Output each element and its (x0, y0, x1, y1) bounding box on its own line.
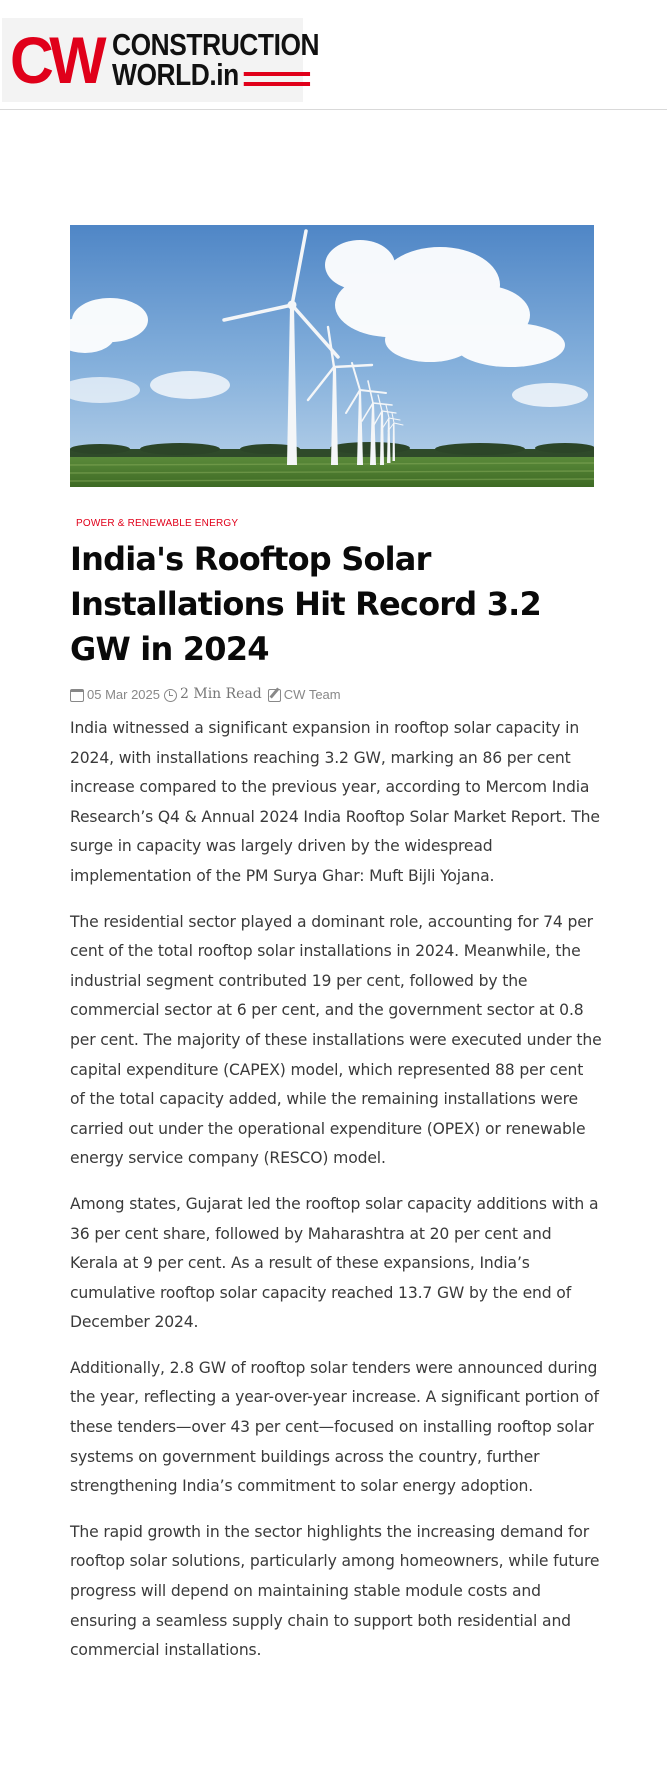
edit-icon (268, 689, 281, 702)
article-paragraph: Among states, Gujarat led the rooftop solar capacity additions with a 36 per cent share, followed by Maharashtra at 20 per cent and Kerala at 9 per cent. As a result of these expansions, India’s cumulative rooftop solar capacity reached 13.7 GW by the end of December 2024. (70, 1194, 599, 1332)
logo-line-1: CONSTRUCTION (111, 27, 320, 62)
logo-mark: CW (10, 23, 102, 97)
article-meta (70, 686, 341, 702)
article-paragraph: Additionally, 2.8 GW of rooftop solar tenders were announced during the year, reflecting a year-over-year increase. A significant portion of these tenders—over 43 per cent—focused on installing rooftop solar systems on government buildings across the country, further strengthening India’s commitment to solar energy adoption. (70, 1358, 599, 1496)
article-category[interactable]: POWER & RENEWABLE ENERGY (76, 518, 239, 529)
logo-line-2-wrap (111, 57, 319, 92)
article-paragraph: The rapid growth in the sector highlights the increasing demand for rooftop solar solutions, particularly among homeowners, while future progress will depend on maintaining stable module costs and ensuring a seamless supply chain to support both residential and commercial installations. (70, 1522, 600, 1660)
site-logo[interactable] (2, 18, 320, 102)
logo-bars-icon (244, 72, 310, 86)
article-title: India's Rooftop Solar Installations Hit Record 3.2 GW in 2024 (70, 540, 541, 668)
hero-image (70, 225, 594, 487)
logo-wordmark (111, 27, 356, 92)
logo-line-2: WORLD.in (111, 57, 239, 92)
publish-date: 05 Mar 2025 (87, 686, 160, 702)
calendar-icon (70, 689, 84, 702)
read-time: 2 Min Read (180, 686, 262, 702)
author-name[interactable]: CW Team (283, 686, 341, 702)
site-header (0, 0, 667, 110)
article-paragraph: The residential sector played a dominant role, accounting for 74 per cent of the total rooftop solar installations in 2024. Meanwhile, the industrial segment contributed 19 per cent, followed by the commercial sector at 6 per cent, and the government sector at 0.8 per cent. The majority of these installations were executed under the capital expenditure (CAPEX) model, which represented 88 per cent of the total capacity added, while the remaining installations were carried out under the operational expenditure (OPEX) or renewable energy service company (RESCO) model. (70, 912, 602, 1168)
article-body (70, 714, 602, 1682)
wind-turbine-photo-icon (70, 225, 594, 487)
clock-icon (164, 689, 177, 702)
article-paragraph: India witnessed a significant expansion in rooftop solar capacity in 2024, with installations reaching 3.2 GW, marking an 86 per cent increase compared to the previous year, according to Mercom India Research’s Q4 & Annual 2024 India Rooftop Solar Market Report. The surge in capacity was largely driven by the widespread implementation of the PM Surya Ghar: Muft Bijli Yojana. (70, 719, 600, 885)
